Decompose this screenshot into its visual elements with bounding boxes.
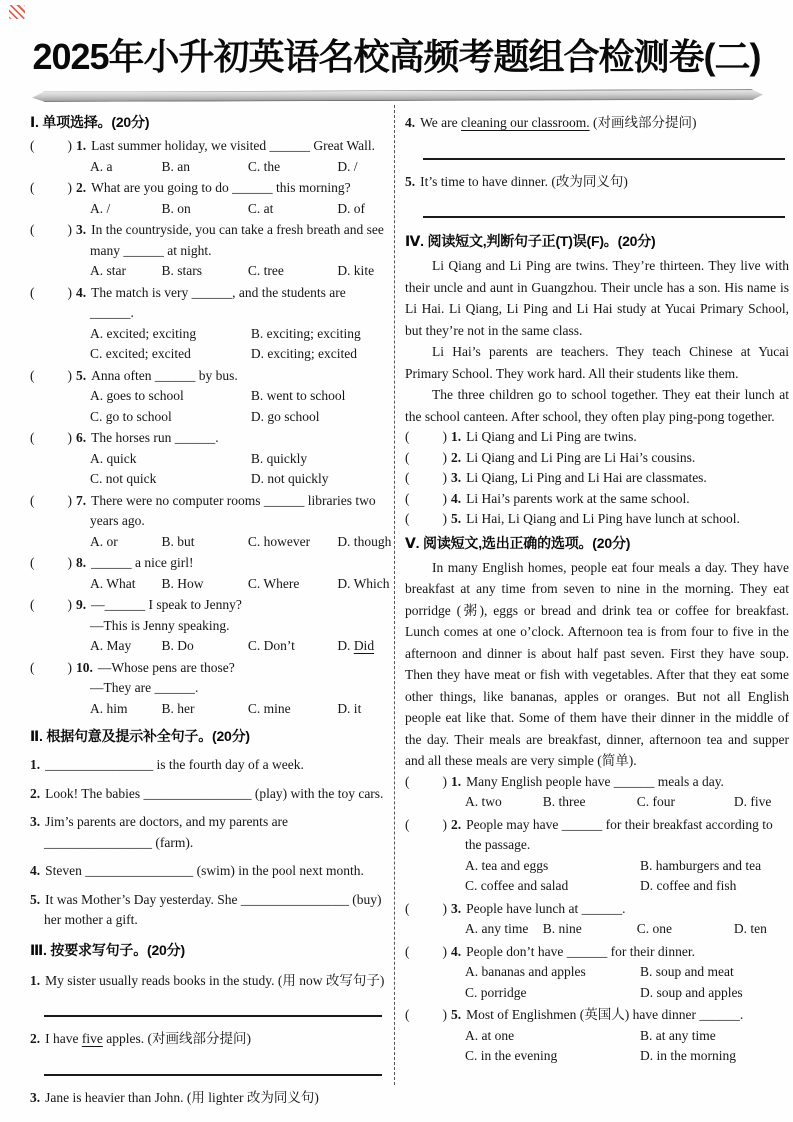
option-d [337,636,388,657]
reading-question-5 [405,1005,789,1067]
item-text-pre: We are [420,115,462,130]
tf-item-4 [405,489,789,510]
fill-item-2 [30,784,388,805]
option-a: A. What [90,575,136,591]
question-number: 5. [451,1007,462,1022]
answer-paren: ( ) [30,367,74,383]
option-a: A. tea and eggs [465,857,549,873]
options-row [90,157,388,178]
option-c: C. in the evening [465,1048,558,1063]
option-d: D. ten [733,921,767,936]
option-b: B. but [161,533,195,549]
item-number: 1. [30,757,41,772]
option-d: D. of [337,200,366,216]
option-c: C. at [247,200,274,216]
reading-question-2 [405,815,789,897]
options-row [465,962,789,1003]
question-text: There were no computer rooms ______ libraries two years ago. [90,492,376,528]
answer-paren: ( ) [30,180,74,195]
option-b: B. three [542,794,586,809]
question-number: 2. [76,180,87,195]
options-row [90,449,388,490]
options-row [90,532,392,553]
item-text-post: apples. (对画线部分提问) [102,1031,251,1046]
question-number: 3. [451,900,462,916]
section-3-heading: Ⅲ. 按要求写句子。(20分) [30,941,185,958]
question-text: In the countryside, you can take a fresh breath and see many ______ at night. [90,222,384,258]
options-row [465,919,789,940]
passage-paragraph: In many English homes, people eat four meals a day. They have breakfast at any time from seven to nine in the morning. They eat porridge (粥), eggs or bread and drink tea or coffee for breakfast. Lunch comes at one o’clock. Afternoon tea is from four to five in the afternoon and dinner is about half past seven. First they have soup. Then they have meat or fish with vegetables. After that they eat some other things, like bananas, apples or oranges. But not all English people eat like that. Some of them have their dinner in the middle of the day. Their meals are breakfast, dinner, afternoon tea and supper and all these meals are very simple (简单). [405,559,789,768]
question-reply-line: —They are ______. [90,680,199,695]
option-a: A. star [90,263,126,278]
option-a: A. quick [90,450,137,466]
item-number: 2. [30,1031,41,1046]
mc-question-10 [30,658,388,720]
item-number: 4. [405,115,416,130]
item-number: 4. [451,490,462,506]
question-text: People may have ______ for their breakfast according to the passage. [465,816,773,852]
question-text: Last summer holiday, we visited ______ Great Wall. [91,138,375,153]
mc-question-1 [30,136,388,177]
option-c: C. Don’t [247,638,295,653]
option-d: D. in the morning [639,1048,736,1063]
options-row [465,1026,789,1067]
question-text: Anna often ______ by bus. [91,367,238,383]
section-3-items-continued [405,113,789,218]
option-d-underlined-word: Did [353,638,375,653]
rewrite-item-3 [30,1088,388,1109]
item-text: Steven ________________ (swim) in the pool next month. [45,863,364,878]
reading-question-4 [405,942,789,1004]
answer-line [423,158,785,160]
passage-paragraph: Li Hai’s parents are teachers. They teach Chinese at Yucai Primary School. They work hard. All their students like them. [405,344,789,381]
options-row [90,386,388,427]
option-a: A. two [465,794,502,809]
option-d: D. though [337,533,392,549]
item-number: 5. [30,891,41,907]
option-d: D. coffee and fish [639,878,737,893]
option-a: A. a [90,158,113,174]
option-b: B. hamburgers and tea [639,857,762,873]
answer-paren: ( ) [30,492,74,508]
options-row [465,792,789,813]
item-text: Jane is heavier than John. (用 lighter 改为同义句) [45,1089,319,1105]
item-number: 4. [30,863,41,878]
red-corner-mark [9,5,25,19]
item-number: 2. [451,449,462,465]
option-c: C. four [636,794,675,809]
section-5-heading: Ⅴ. 阅读短文,选出正确的选项。(20分) [405,534,631,551]
answer-line [44,1015,382,1017]
answer-line [44,1074,382,1076]
option-c: C. mine [247,700,291,716]
item-number: 3. [30,814,41,829]
two-column-body [0,105,793,1105]
question-text: —Whose pens are those? [97,659,235,675]
answer-paren: ( ) [405,1007,449,1022]
answer-paren: ( ) [405,773,449,789]
option-a: A. any time [465,921,529,936]
question-text: People don’t have ______ for their dinner. [466,943,695,959]
tf-item-5 [405,509,789,530]
question-text: Most of Englishmen (英国人) have dinner ______. [466,1007,744,1022]
mc-question-9 [30,595,388,657]
fill-item-1 [30,755,388,776]
mc-question-7 [30,491,392,553]
item-text-pre: I have [45,1031,82,1046]
fill-item-5 [30,890,388,931]
answer-paren: ( ) [30,555,74,570]
reading-question-1 [405,772,789,813]
option-a: A. May [90,638,132,653]
question-text: People have lunch at ______. [466,900,626,916]
item-number: 2. [30,785,41,801]
fill-item-3 [30,812,388,853]
answer-paren: ( ) [30,138,74,153]
item-number: 3. [451,470,462,485]
underlined-part: cleaning our classroom. [461,115,590,130]
option-d: D. soup and apples [639,984,743,1000]
question-number: 7. [76,492,87,508]
mc-question-6 [30,428,388,490]
option-a: A. goes to school [90,388,184,403]
option-a: A. excited; exciting [90,325,197,341]
answer-paren: ( ) [405,429,449,444]
statement-text: Li Qiang and Li Ping are twins. [466,429,637,444]
answer-line [423,216,785,218]
item-number: 5. [405,173,416,189]
answer-paren: ( ) [405,490,449,506]
answer-paren: ( ) [30,597,74,612]
tf-item-2 [405,448,789,469]
statement-text: Li Qiang and Li Ping are Li Hai’s cousins. [466,449,696,465]
question-number: 4. [451,943,462,959]
options-row [90,574,388,595]
rewrite-item-5 [405,172,789,193]
option-a: A. him [90,700,128,716]
mc-question-3 [30,220,388,282]
tf-item-1 [405,427,789,448]
option-c: C. however [247,533,311,549]
option-c: C. go to school [90,408,172,424]
option-d: D. not quickly [250,471,329,486]
options-row [90,261,388,282]
option-b: B. exciting; exciting [250,325,361,341]
options-row [90,636,388,657]
section-4-heading: Ⅳ. 阅读短文,判断句子正(T)误(F)。(20分) [405,233,656,249]
question-text: The match is very ______, and the students are ______. [90,284,346,320]
option-c: C. coffee and salad [465,878,569,893]
passage-paragraph: Li Qiang and Li Ping are twins. They’re thirteen. They live with their uncle and aunt in Guangzhou. Their uncle has a son. His name is Li Hai. Li Qiang, Li Ping and Li Hai study at Yucai Primary School, but they’re not in the same class. [405,258,789,338]
option-d-prefix: D. [337,638,354,653]
option-b: B. stars [161,263,203,278]
rewrite-item-4 [405,113,789,134]
mc-question-5 [30,366,388,428]
item-text: Jim’s parents are doctors, and my parents are ________________ (farm). [44,814,289,850]
question-text: The horses run ______. [91,430,219,445]
option-c: C. tree [247,263,284,278]
options-row [90,199,388,220]
option-d: D. / [337,158,358,174]
item-number: 1. [451,429,462,444]
left-column [0,105,394,1105]
tf-item-3 [405,468,789,489]
question-text: What are you going to do ______ this morning? [91,180,351,195]
item-text: It’s time to have dinner. (改为同义句) [420,173,628,189]
options-row [90,699,388,720]
section-2-heading: Ⅱ. 根据句意及提示补全句子。(20分) [30,728,250,744]
mc-question-4 [30,283,388,365]
item-number: 5. [451,511,462,526]
option-b: B. on [161,200,191,216]
rewrite-item-2 [30,1029,388,1050]
statement-text: Li Qiang, Li Ping and Li Hai are classmates. [466,470,707,485]
section-3-items [30,971,388,1122]
option-c: C. one [636,921,672,936]
title-divider-rule [32,89,763,102]
option-b: B. her [161,700,195,716]
reading-question-3 [405,899,789,940]
option-a: A. at one [465,1027,515,1043]
question-number: 2. [451,816,462,832]
question-number: 1. [451,773,462,789]
underlined-part: five [81,1031,103,1046]
page-title: 2025年小升初英语名校高频考题组合检测卷(二) [32,36,761,77]
mc-question-8 [30,553,388,594]
item-text: Look! The babies ________________ (play) with the toy cars. [45,785,384,801]
option-c: C. not quick [90,471,157,486]
option-d: D. five [733,794,772,809]
options-row [465,856,789,897]
question-number: 9. [76,597,87,612]
option-c: C. Where [247,575,300,591]
question-number: 10. [76,659,93,675]
option-c: C. excited; excited [90,346,191,361]
answer-paren: ( ) [405,470,449,485]
answer-paren: ( ) [405,900,449,916]
item-number: 1. [30,972,41,988]
option-b: B. went to school [250,388,346,403]
right-column [394,105,793,1085]
option-d: D. Which [337,575,390,591]
option-a: A. bananas and apples [465,964,586,979]
section-4-passage [405,255,789,427]
option-c: C. the [247,158,281,174]
true-false-items [405,427,789,530]
question-number: 8. [76,555,87,570]
option-a: A. or [90,533,118,549]
question-number: 6. [76,430,87,445]
option-b: B. soup and meat [639,964,734,979]
option-b: B. nine [542,921,582,936]
item-text-post: (对画线部分提问) [589,115,697,130]
answer-paren: ( ) [405,943,449,959]
option-b: B. at any time [639,1027,716,1043]
options-row [90,324,388,365]
option-a: A. / [90,200,111,216]
passage-paragraph: The three children go to school together. They eat their lunch at the school canteen. After school, they often play ping-pong together. [405,387,789,424]
item-text: It was Mother’s Day yesterday. She ________________ (buy) her mother a gift. [44,891,382,927]
question-number: 3. [76,222,87,237]
answer-paren: ( ) [30,222,74,237]
section-5-passage [405,557,789,772]
question-text: —______ I speak to Jenny? [91,597,242,612]
option-c: C. porridge [465,984,527,1000]
question-number: 5. [76,367,87,383]
option-b: B. Do [161,638,194,653]
question-reply-line: —This is Jenny speaking. [90,617,230,633]
answer-paren: ( ) [30,284,74,300]
fill-item-4 [30,861,388,882]
answer-paren: ( ) [405,816,449,832]
option-d: D. go school [250,408,320,424]
question-text: Many English people have ______ meals a day. [466,773,724,789]
option-d: D. exciting; excited [250,346,357,361]
item-text: My sister usually reads books in the study. (用 now 改写句子) [45,972,385,988]
section-1-heading: Ⅰ. 单项选择。(20分) [30,114,150,130]
mc-question-2 [30,178,388,219]
item-number: 3. [30,1089,41,1105]
statement-text: Li Hai, Li Qiang and Li Ping have lunch at school. [466,511,740,526]
section-2-items [30,755,388,931]
question-number: 1. [76,138,87,153]
answer-paren: ( ) [405,511,449,526]
option-b: B. How [161,575,204,591]
statement-text: Li Hai’s parents work at the same school. [466,490,690,506]
answer-paren: ( ) [30,659,74,675]
answer-paren: ( ) [405,449,449,465]
option-b: B. an [161,158,191,174]
option-d: D. it [337,700,362,716]
option-d: D. kite [337,263,375,278]
item-text: ________________ is the fourth day of a week. [45,757,304,772]
option-b: B. quickly [250,450,308,466]
answer-paren: ( ) [30,430,74,445]
question-number: 4. [76,284,87,300]
question-text: ______ a nice girl! [91,555,194,570]
rewrite-item-1 [30,971,388,992]
